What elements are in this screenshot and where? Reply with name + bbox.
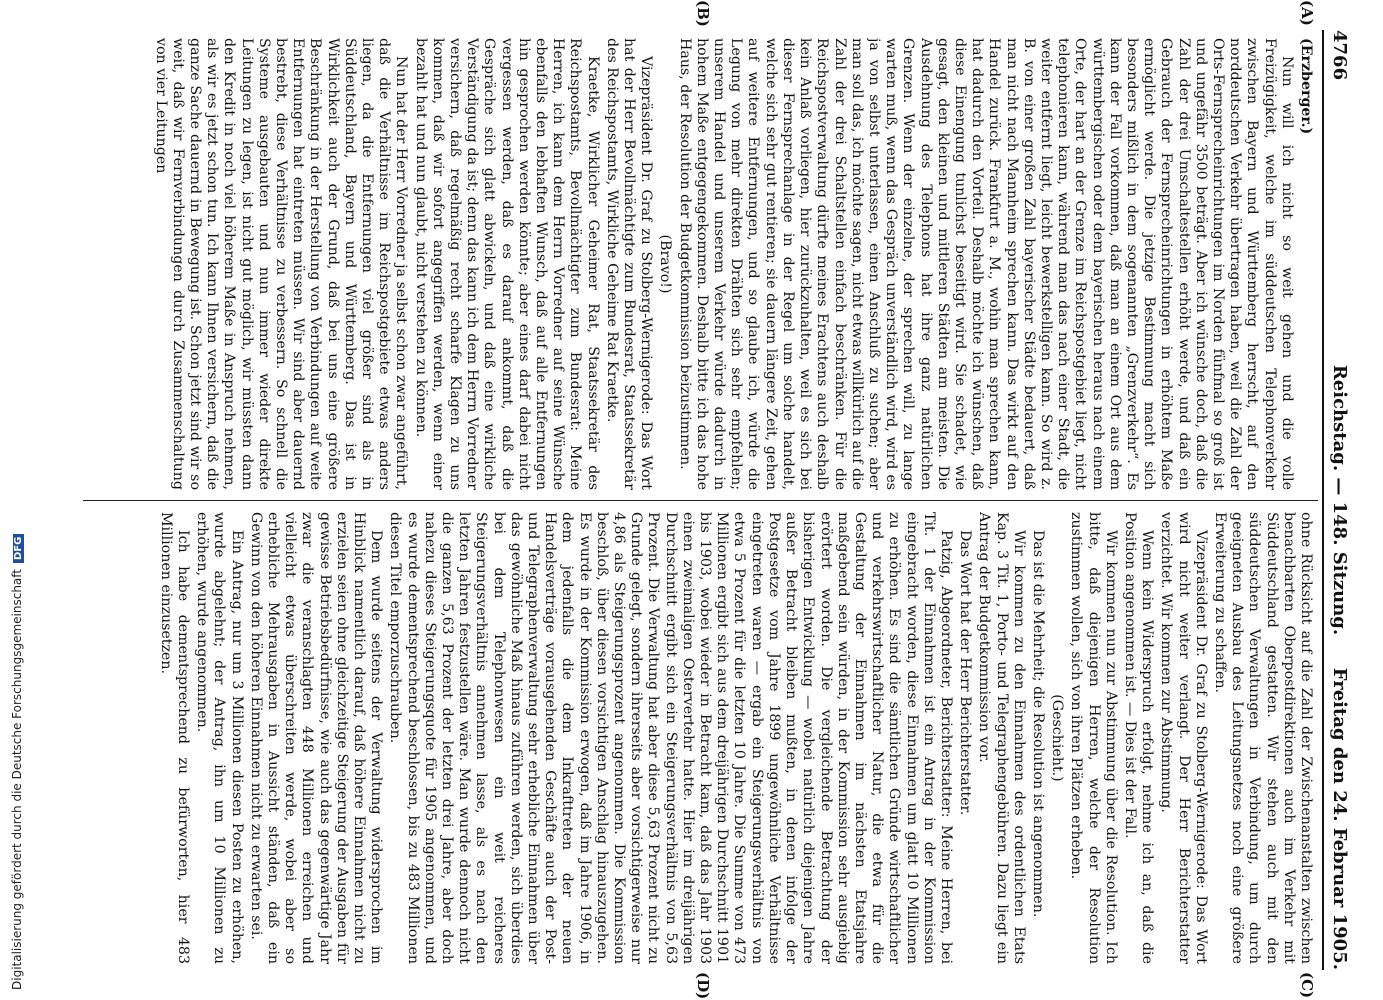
paragraph: ohne Rücksicht auf die Zahl der Zwischenanstalten zwischen benachbarten Oberpostdirektionen auch im Verkehr mit Süddeutschland gestatten. Wir stehen auch mit den süddeutschen Verwaltungen in Verbindung, um durch geeigneten Ausbau des Leitungsnetzes noch eine größere Erweiterung zu schaffen. (1211, 512, 1314, 964)
right-column (84, 512, 1314, 964)
paragraph: Nun will ich nicht so weit gehen und die volle Freizügigkeit, welche im süddeutschen Telephonverkehr zwischen Bayern und Württemberg herrscht, auf den norddeutschen Verkehr übertragen haben, weil die Zahl der Orts-Fernsprecheinrichtungen im Norden fünfmal so groß ist und ungefähr 3500 beträgt. Aber ich wünsche doch, daß die Zahl der drei Umschaltestellen erhöht werde, und daß ein Gebrauch der Fernsprecheinrichtungen in erhöhtem Maße ermöglicht werde. Die jetzige Bestimmung macht sich besonders mißlich in dem sogenannten „Grenzverkehr“. Es kann der Fall vorkommen, daß man an einem Ort aus dem württembergischen oder dem bayerischen heraus nach einem Orte, der hart an der Grenze im Reichspostgebiet liegt, nicht telephonieren kann, während man das nach einer Stadt, die weiter entfernt liegt, leicht bewerkstelligen kann. So wird z. B. von einer großen Zahl bayerischer Städte bedauert, daß man nicht nach Mannheim sprechen kann. Das wirkt auf den Handel zurück. Frankfurt a. M., wohin man sprechen kann, hat dadurch den Vorteil. Deshalb möchte ich wünschen, daß diese Einengung tunlichst beseitigt wird. Sie schadet, wie gesagt, den kleinen und mittleren Städten am meisten. Die Ausdehnung des Telephons hat ihre ganz natürlichen Grenzen. Wenn der einzelne, der sprechen will, zu lange warten muß, wenn das Gespräch unverständlich wird, wird es ja von selbst unterlassen, einen Anschluß zu suchen; aber man soll das, ich möchte sagen, nicht etwas willkürlich auf die Zahl der drei Schaltstellen einfach beschränken. Für die Reichspostverwaltung dürfte meines Erachtens auch deshalb kein Anlaß vorliegen, hier zurückzuhalten, weil es sich bei dieser Fernsprechanlage in der Regel um solche handelt, welche sich sehr gut rentieren; sie dauern längere Zeit, gehen auf weitere Entfernungen, und so glaube ich, würde die Legung von mehr direkten Drähten sich sehr empfehlen; unserem Handel und unserem Verkehr würde dadurch in hohem Maße entgegengekommen. Deshalb bitte ich das hohe Haus, der Resolution der Budgetkommission beizustimmen. (676, 38, 1295, 490)
column-divider (83, 500, 1318, 501)
page-number: 4766 (1329, 30, 1350, 81)
digitization-credit (10, 0, 24, 990)
dfg-logo: DFG (13, 534, 24, 563)
margin-mark-b: (B) (694, 0, 712, 27)
scanned-page (72, 0, 1352, 1000)
paragraph: Nun hat der Herr Vorredner ja selbst schon zwar angeführt, daß die Verhältnisse im Reichspostgebiete etwas anders liegen, da die Entfernungen viel größer sind als in Süddeutschland, Bayern und Württemberg. Das ist in Wirklichkeit auch der Grund, daß bei uns eine größere Beschränkung in der Herstellung von Verbindungen auf weite Entfernungen hat eintreten müssen. Wir sind aber dauernd bestrebt, diese Verhältnisse zu verbessern. So schnell die Systeme ausgebauten und nun immer wieder direkte Leitungen zu legen, ist nicht gut möglich, wir müssten dann den Kredit in noch viel höherem Maße in Anspruch nehmen, als wir es jetzt schon tun. Ich kann Ihnen versichern, daß die ganze Sache dauernd in Bewegung ist. Schon jetzt sind wir so weit, daß wir Fernverbindungen durch Zusammenschaltung von vier Leitungen (152, 38, 410, 490)
paragraph: Vizepräsident Dr. Graf zu Stolberg-Wernigerode: Das Wort hat der Herr Bevollmächtigte zum Bundesrat, Staatssekretär des Reichspostamts, Wirkliche Geheime Rat Kraetke. (603, 38, 655, 490)
applause-note: (Bravo!) (657, 234, 674, 294)
paragraph: Das Wort hat der Herr Berichterstatter. (957, 530, 974, 816)
margin-mark-d: (D) (694, 972, 712, 1000)
speaker-tag: (Erzberger.) (1298, 38, 1314, 135)
paragraph: Wir kommen nun zur Abstimmung über die Resolution. Ich bitte, daß diejenigen Herren, welche der Resolution zustimmen wollen, sich von ihren Plätzen erheben. (1068, 512, 1119, 964)
credit-text: Digitalisierung gefördert durch die Deutsche Forschungsgemeinschaft (10, 568, 24, 990)
paragraph: Ein Antrag, nur um 3 Millionen diesen Posten zu erhöhen, wurde abgelehnt; der Antrag, ihn um 10 Millionen zu erhöhen, wurde angenommen. (194, 512, 245, 964)
procedure-note: (Geschieht.) (1049, 694, 1066, 782)
paragraph: Wenn kein Widerspruch erfolgt, nehme ich an, daß die Position angenommen ist. — Dies ist der Fall. (1121, 512, 1156, 964)
paragraph: Ich habe dementsprechend zu befürworten, hier 483 Millionen einzusetzen. (157, 512, 191, 964)
header-date: Freitag den 24. Februar 1905. (1329, 667, 1350, 970)
page-header (1322, 30, 1352, 970)
margin-mark-c: (C) (1298, 972, 1316, 999)
paragraph: Wir kommen zu den Einnahmen des ordentlichen Etats Kap. 3 Tit. 1, Porto- und Telegraphengebühren. Dazu liegt ein Antrag der Budgetkommission vor. (976, 512, 1027, 964)
paragraph: Das ist die Mehrheit; die Resolution ist angenommen. (1029, 530, 1046, 918)
paragraph: Dem wurde seitens der Verwaltung widersprochen im Hinblick namentlich darauf, daß höhere Einnahmen nicht zu erzielen seien ohne gleichzeitige Steigerung der Ausgaben für gewisse Betriebsbedürfnisse, wie auch das gegenwärtige Jahr zwar die veranschlagten 448 Millionen erreichen und vielleicht etwas überschreiten werde, wobei aber so erhebliche Mehrausgaben in Aussicht ständen, daß ein Gewinn von den höheren Einnahmen nicht zu erwarten sei. (247, 512, 385, 964)
paragraph: Vizepräsident Dr. Graf zu Stolberg-Wernigerode: Das Wort wird nicht weiter verlangt. Der Herr Berichterstatter verzichtet. Wir kommen zur Abstimmung. (1158, 512, 1209, 964)
margin-mark-a: (A) (1298, 0, 1316, 26)
header-title: Reichstag. — 148. Sitzung. (1329, 364, 1350, 636)
paragraph: Kraetke, Wirklicher Geheimer Rat, Staatssekretär des Reichspostamts, Bevollmächtigter zum Bundesrat: Meine Herren, ich kann dem Herrn Vorredner auf seine Wünsche ebenfalls den lebhaften Wunsch, daß auf alle Entfernungen hin gesprochen werden könnte; aber eines darf dabei nicht vergessen werden, daß es darauf ankommt, daß die Gespräche sich glatt abwickeln, und daß eine wirkliche Verständigung da ist; denn das kann ich dem Herrn Vorredner versichern, daß regelmäßig recht scharfe Klagen zu uns kommen, daß wir sofort angegriffen werden, wenn einer bezahlt hat und nun glaubt, nicht verstehen zu können. (412, 38, 601, 490)
paragraph: Patzig, Abgeordneter, Berichterstatter: Meine Herren, bei Tit. 1 der Einnahmen ist ein Antrag in der Kommission eingebracht worden, diese Einnahmen um glatt 10 Millionen zu erhöhen. Es sind die sämtlichen Gründe wirtschaftlicher und verkehrswirtschaftlicher Natur, die etwa für die Gestaltung der Einnahmen im nächsten Etatsjahre maßgebend sein würden, in der Kommission sehr ausgiebig erörtert worden. Die vergleichende Betrachtung der bisherigen Entwicklung — wobei natürlich diejenigen Jahre außer Betracht bleiben mußten, in denen infolge der Postgesetze vom Jahre 1899 ungewöhnliche Verhältnisse eingetreten waren — ergab ein Steigerungsverhältnis von etwa 5 Prozent für die letzten 10 Jahre. Die Summe von 473 Millionen ergibt sich aus dem dreijährigen Durchschnitt 1901 bis 1903, wobei wieder in Betracht kam, daß das Jahr 1903 einen zweimaligen Ostervertehr hatte. Hier im dreijährigen Durchschnitt ergibt sich ein Steigerungsverhältnis von 5,63 Prozent. Die Verwaltung hat aber diese 5,63 Prozent nicht zu Grunde gelegt, sondern ihrerseits aber vorsichtigerweise nur 4,86 als Steigerungsprozent angenommen. Die Kommission beschloß, über diesen vorsichtigen Anschlag hinauszugehen. Es wurde in der Kommission erwogen, daß im Jahre 1906, in dem jedenfalls die dem Inkrafttreten der neuen Handelsverträge vorausgehenden Geschäfte auch der Post- und Telegraphenverwaltung sehr erhebliche Einnahmen über das gewöhnliche Maß hinaus zuführen werden, sich überdies bei dem Telephonwesen ein weit reicheres Steigerungsverhältnis annehmen lasse, als es nach den letzten Jahren festzustellen wäre. Man wurde dennoch nicht die ganzen 5,63 Prozent der letzten drei Jahre, aber doch nahezu dieses Steigerungsquote für 1905 angenommen, und es wurde dementsprechend beschlossen, bis zu 483 Millionen diesen Titel emporzuschrauben. (387, 512, 954, 964)
left-column (84, 38, 1314, 490)
